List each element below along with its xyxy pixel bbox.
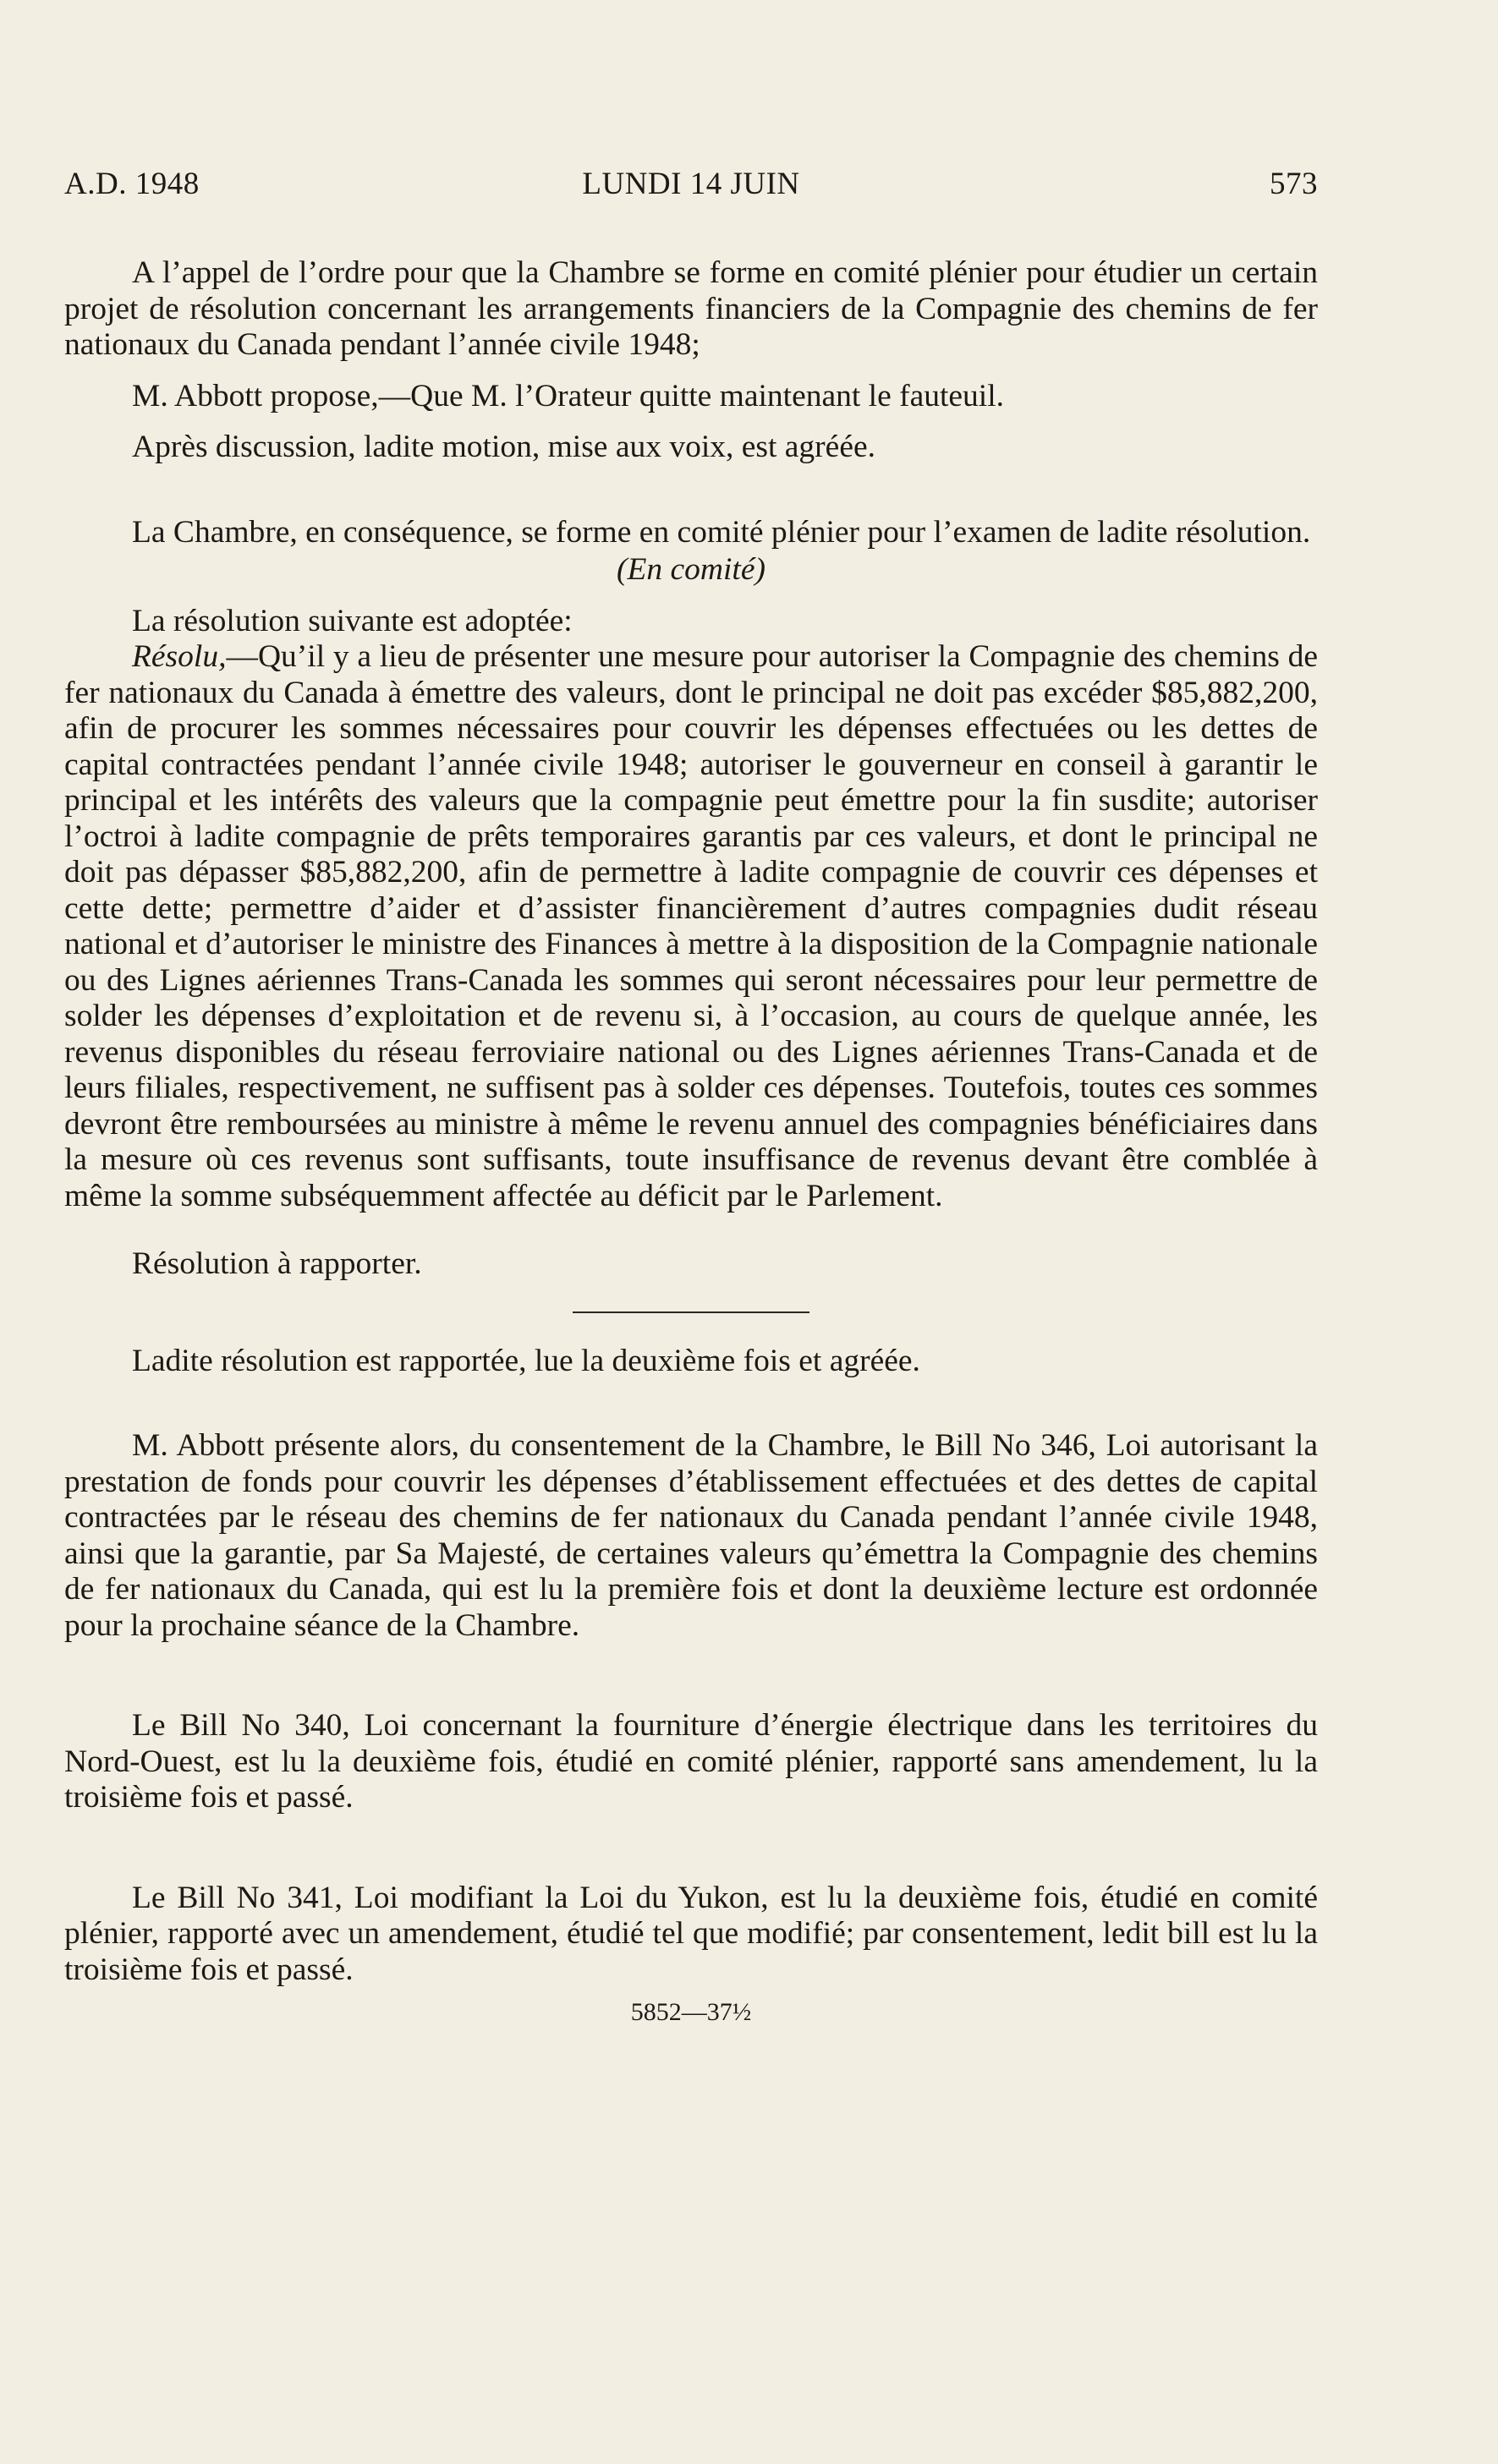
paragraph-bill-341: Le Bill No 341, Loi modifiant la Loi du Yukon, est lu la deuxième fois, étudié en comité plénier, rapporté avec un amendement, étudié tel que modifié; par consentement, ledit bill est lu la troisième fois et passé. bbox=[64, 1880, 1318, 1987]
resolved-label: Résolu, bbox=[132, 639, 227, 674]
paragraph-resolution-reported: Ladite résolution est rapportée, lue la deuxième fois et agréée. bbox=[132, 1343, 920, 1378]
paragraph-resolution-adopted: La résolution suivante est adoptée: bbox=[132, 603, 573, 638]
paragraph-committee-formed: La Chambre, en conséquence, se forme en comité plénier pour l’examen de ladite résolution. bbox=[132, 514, 1311, 550]
header-date: LUNDI 14 JUIN bbox=[582, 167, 800, 201]
running-head bbox=[64, 166, 1318, 206]
journal-page bbox=[64, 166, 1318, 2031]
paragraph-bill-340: Le Bill No 340, Loi concernant la fourniture d’énergie électrique dans les territoires du Nord-Ouest, est lu la deuxième fois, étudié en comité plénier, rapporté sans amendement, lu la troisième fois et passé. bbox=[64, 1708, 1318, 1815]
paragraph-motion-agreed: Après discussion, ladite motion, mise aux voix, est agréée. bbox=[132, 430, 875, 464]
page-number: 573 bbox=[1270, 167, 1318, 201]
resolved-text: —Qu’il y a lieu de présenter une mesure pour autoriser la Compagnie des chemins de fer nationaux du Canada à émettre des valeurs, dont le principal ne doit pas excéder $85,882,200, afin de procurer les sommes nécessaires pour couvrir les dépenses effectuées ou les dettes de capital contractées pendant l’année civile 1948; autoriser le gouverneur en conseil à garantir le principal et les intérêts des valeurs que la compagnie peut émettre pour la fin susdite; autoriser l’octroi à ladite compagnie de prêts temporaires garantis par ces valeurs, et dont le principal ne doit pas dépasser $85,882,200, afin de permettre à ladite compagnie de couvrir ces dépenses et cette dette; permettre d’aider et d’assister financièrement d’autres compagnies dudit réseau national et d’autoriser le ministre des Finances à mettre à la disposition de la Compagnie nationale ou des Lignes aériennes Trans-Canada les sommes qui seront nécessaires pour leur permettre de solder les dépenses d’exploitation et de revenu si, à l’occasion, au cours de quelque année, les revenus disponibles du réseau ferroviaire national ou des Lignes aériennes Trans-Canada et de leurs filiales, respectivement, ne suffisent pas à solder ces dépenses. Toutefois, toutes ces sommes devront être remboursées au ministre à même le revenu annuel des compagnies bénéficiaires dans la mesure où ces revenus sont suffisants, toute insuffisance de revenus devant être comblée à même la somme subséquemment affectée au déficit par le Parlement. bbox=[64, 639, 1318, 1213]
paragraph-to-report: Résolution à rapporter. bbox=[132, 1246, 422, 1281]
paragraph-bill-346: M. Abbott présente alors, du consentement de la Chambre, le Bill No 346, Loi autorisant la prestation de fonds pour couvrir les dépenses d’établissement effectuées et des dettes de capital contractées par le réseau des chemins de fer nationaux du Canada pendant l’année civile 1948, ainsi que la garantie, par Sa Majesté, de certaines valeurs qu’émettra la Compagnie des chemins de fer nationaux du Canada, qui est lu la première fois et dont la deuxième lecture est ordonnée pour la prochaine séance de la Chambre. bbox=[64, 1428, 1318, 1643]
paragraph-motion: M. Abbott propose,—Que M. l’Orateur quitte maintenant le fauteuil. bbox=[132, 378, 1005, 413]
header-year: A.D. 1948 bbox=[64, 167, 200, 201]
committee-heading: (En comité) bbox=[617, 552, 765, 587]
paragraph-resolution bbox=[64, 639, 1318, 1214]
section-divider bbox=[573, 1311, 809, 1313]
page-body bbox=[64, 255, 1318, 2031]
signature-mark: 5852—37½ bbox=[630, 1998, 752, 2026]
paragraph-order-of-day: A l’appel de l’ordre pour que la Chambre se forme en comité plénier pour étudier un certain projet de résolution concernant les arrangements financiers de la Compagnie des chemins de fer nationaux du Canada pendant l’année civile 1948; bbox=[64, 255, 1318, 362]
